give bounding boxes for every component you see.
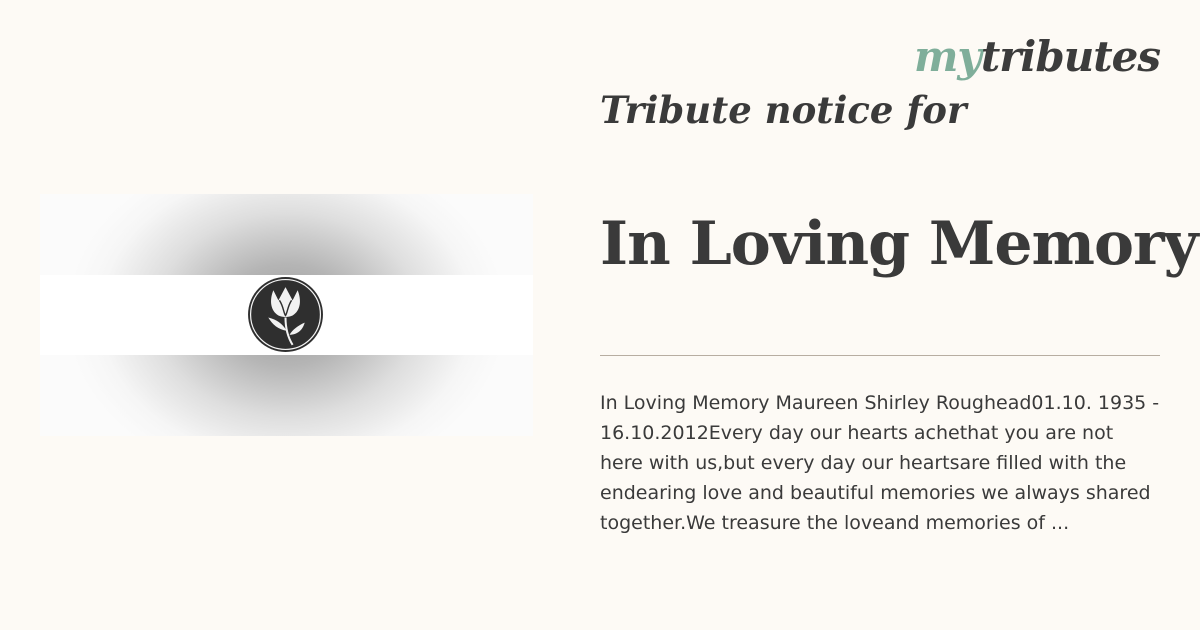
tribute-description: In Loving Memory Maureen Shirley Roughead01.10. 1935 - 16.10.2012Every day our hearts achethat you are not here with us,but every day our heartsare filled with the endearing love and beautiful memories we always shared together.We treasure the loveand memories of ... xyxy=(600,392,1160,534)
tribute-title: In Loving Memory xyxy=(600,209,1198,279)
tribute-photo xyxy=(40,194,533,436)
logo-my: my xyxy=(913,32,981,81)
logo-tributes: tributes xyxy=(980,32,1160,81)
divider xyxy=(600,355,1160,356)
tribute-subtitle: Tribute notice for xyxy=(600,88,967,132)
rose-emblem-icon xyxy=(245,274,326,355)
mytributes-logo[interactable] xyxy=(913,32,1160,81)
